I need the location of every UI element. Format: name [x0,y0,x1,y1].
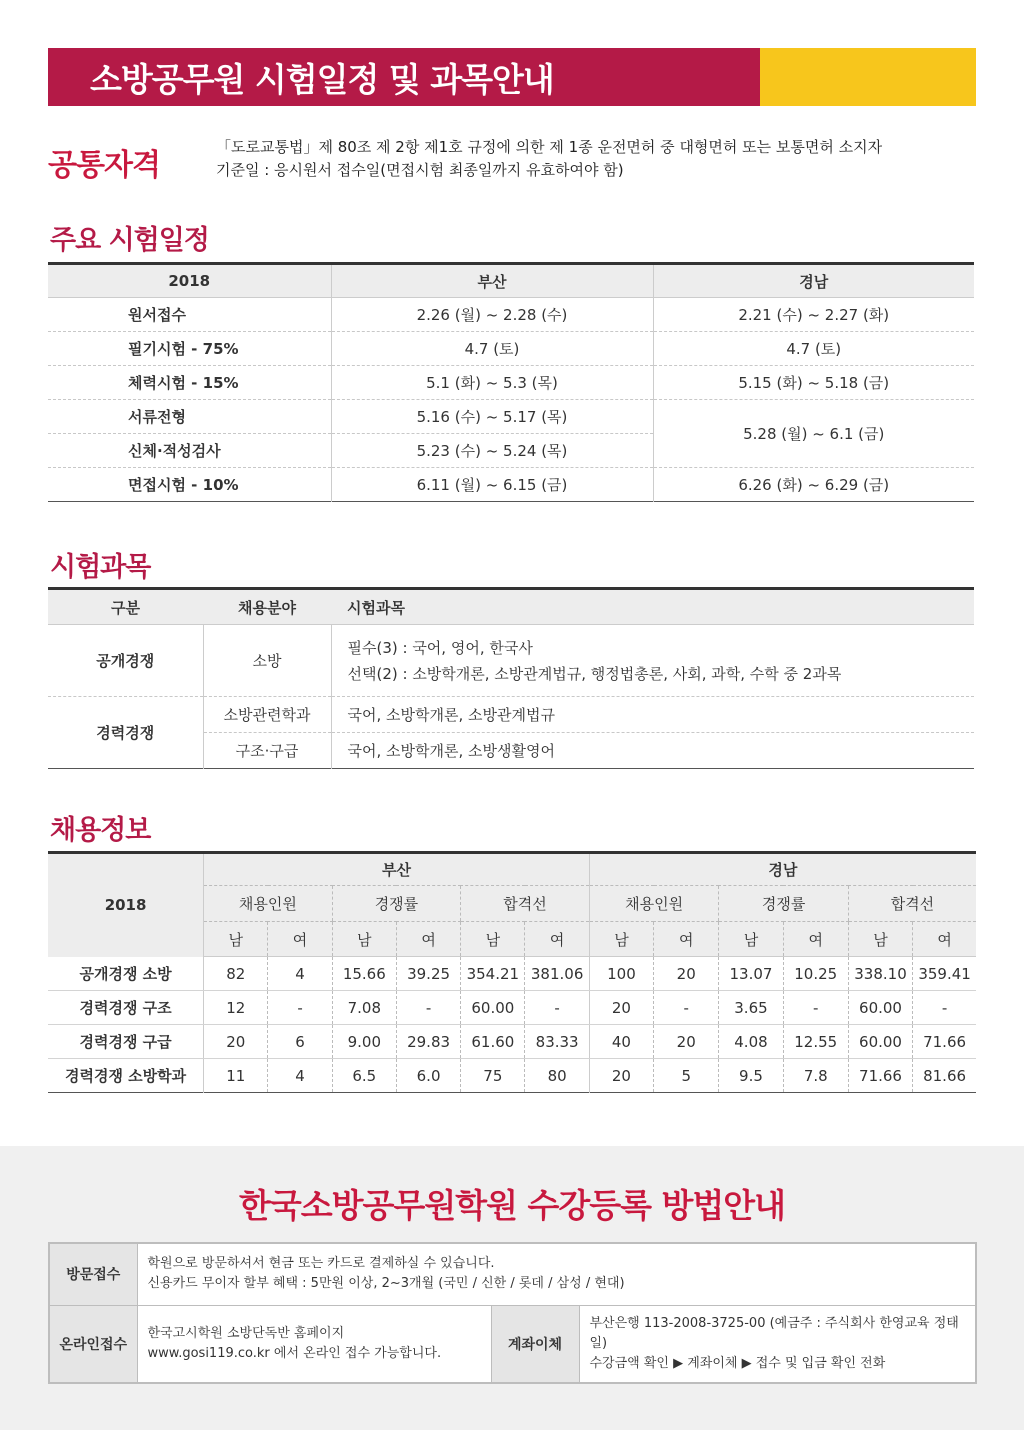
schedule-gyeongnam-date: 2.21 (수) ~ 2.27 (화) [653,298,974,332]
recruit-cell: 60.00 [461,991,525,1025]
recruit-row-label: 경력경쟁 소방학과 [64,1067,187,1085]
schedule-table [48,262,974,502]
recruit-header-hires: 채용인원 [589,886,719,922]
recruit-row-label: 경력경쟁 구조 [48,991,204,1025]
schedule-row-label: 신체·적성검사 [48,434,331,468]
recruit-row [48,957,976,991]
schedule-row-label: 필기시험 - 75% [48,332,331,366]
recruit-header-male: 남 [461,922,525,957]
schedule-busan-date: 5.16 (수) ~ 5.17 (목) [331,400,653,434]
recruit-cell: 60.00 [848,991,912,1025]
recruit-header-female: 여 [783,922,848,957]
qualification-title: 공통자격 [48,148,160,183]
recruit-cell: - [913,991,976,1025]
recruit-header-region-row [48,853,976,886]
registration-table [48,1242,977,1384]
schedule-row-label: 체력시험 - 15% [48,366,331,400]
recruit-cell: 6.0 [396,1059,460,1093]
recruit-cell: 4 [268,1059,332,1093]
recruit-cell: 3.65 [719,991,783,1025]
recruit-title: 채용정보 [50,815,151,846]
qualification-section [48,136,976,186]
recruit-header-busan: 부산 [204,853,590,886]
schedule-row-label: 면접시험 - 10% [128,476,239,494]
registration-section [0,1146,1024,1430]
recruit-header-male: 남 [589,922,653,957]
registration-visit-text [137,1243,976,1305]
page-title: 소방공무원 시험일정 및 과목안내 [90,59,554,99]
recruit-cell: 20 [589,991,653,1025]
recruit-cell: 4.08 [719,1025,783,1059]
recruit-cell: - [654,991,719,1025]
subjects-category: 공개경쟁 [48,625,203,697]
subjects-list: 국어, 소방학개론, 소방관계법규 [331,697,974,733]
subjects-list: 국어, 소방학개론, 소방생활영어 [331,733,974,769]
schedule-header-year: 2018 [48,264,331,298]
recruit-header-hires: 채용인원 [204,886,333,922]
subjects-field: 구조·구급 [203,733,331,769]
subjects-field: 소방관련학과 [203,697,331,733]
recruit-header-male: 남 [332,922,396,957]
recruit-row-label: 경력경쟁 구급 [48,1025,204,1059]
registration-visit-line-1: 학원으로 방문하셔서 현금 또는 카드로 결제하실 수 있습니다. [147,1256,495,1272]
recruit-cell: 13.07 [719,957,783,991]
recruit-cell: 381.06 [525,957,589,991]
registration-transfer-line-2: 수강금액 확인 ▶ 계좌이체 ▶ 접수 및 입금 확인 전화 [589,1355,886,1371]
recruit-cell: - [783,991,848,1025]
recruit-header-cutoff: 합격선 [461,886,590,922]
registration-transfer-label: 계좌이체 [491,1305,579,1383]
recruit-cell: 338.10 [848,957,912,991]
recruit-cell: 15.66 [332,957,396,991]
schedule-busan-date: 4.7 (토) [331,332,653,366]
schedule-row [48,298,974,332]
recruit-cell: 29.83 [396,1025,460,1059]
recruit-cell: 60.00 [848,1025,912,1059]
recruit-cell: 359.41 [913,957,976,991]
recruit-cell: - [268,991,332,1025]
schedule-row-label: 원서접수 [48,298,331,332]
recruit-cell: 7.8 [783,1059,848,1093]
recruit-header-male: 남 [848,922,912,957]
recruit-cell: 12.55 [783,1025,848,1059]
recruit-cell: 40 [589,1025,653,1059]
schedule-header-busan: 부산 [331,264,653,298]
banner-title-block [48,48,760,106]
recruit-header-female: 여 [654,922,719,957]
schedule-gyeongnam-date: 5.28 (월) ~ 6.1 (금) [653,400,974,468]
banner-accent [760,48,976,106]
recruit-header-ratio: 경쟁률 [719,886,849,922]
schedule-busan-date: 6.11 (월) ~ 6.15 (금) [331,468,653,502]
registration-visit-label: 방문접수 [49,1243,137,1305]
qualification-text [216,136,882,182]
recruit-header-male: 남 [719,922,783,957]
recruit-cell: 83.33 [525,1025,589,1059]
recruit-cell: 81.66 [913,1059,976,1093]
schedule-row-label: 서류전형 [48,400,331,434]
recruit-cell: - [396,991,460,1025]
recruit-cell: 75 [461,1059,525,1093]
registration-online-label: 온라인접수 [49,1305,137,1383]
schedule-busan-date: 2.26 (월) ~ 2.28 (수) [331,298,653,332]
recruit-cell: 11 [204,1059,268,1093]
recruit-row [48,991,976,1025]
schedule-busan-date: 5.1 (화) ~ 5.3 (목) [331,366,653,400]
schedule-row [48,366,974,400]
recruit-row-label: 공개경쟁 소방 [48,957,204,991]
recruit-cell: 7.08 [332,991,396,1025]
recruit-cell: 6 [268,1025,332,1059]
schedule-busan-date: 5.23 (수) ~ 5.24 (목) [331,434,653,468]
recruit-cell: 20 [204,1025,268,1059]
qualification-line-2: 기준일 : 응시원서 접수일(면접시험 최종일까지 유효하여야 함) [216,161,624,179]
recruit-row [48,1025,976,1059]
recruit-header-year: 2018 [48,853,204,957]
registration-visit-line-2: 신용카드 무이자 할부 혜택 : 5만원 이상, 2~3개월 (국민 / 신한 / 롯데 / 삼성 / 현대) [147,1276,625,1292]
header-banner [48,48,976,106]
subjects-header-category: 구분 [48,589,203,625]
recruit-cell: 20 [589,1059,653,1093]
recruit-cell: 100 [589,957,653,991]
subjects-optional: 선택(2) : 소방학개론, 소방관계법규, 행정법총론, 사회, 과학, 수학 중 2과목 [347,664,842,683]
recruit-cell: 80 [525,1059,589,1093]
recruit-cell: 61.60 [461,1025,525,1059]
schedule-gyeongnam-date: 6.26 (화) ~ 6.29 (금) [653,468,974,502]
subjects-title: 시험과목 [50,552,151,583]
registration-transfer-line-1: 부산은행 113-2008-3725-00 (예금주 : 주식회사 한영교육 정태일) [589,1315,959,1351]
recruit-header-cutoff: 합격선 [848,886,976,922]
recruit-header-female: 여 [913,922,976,957]
recruit-header-female: 여 [396,922,460,957]
registration-online-url[interactable]: www.gosi119.co.kr 에서 온라인 접수 가능합니다. [147,1345,442,1361]
recruit-cell: 354.21 [461,957,525,991]
registration-row-visit [49,1243,976,1305]
subjects-row [48,697,974,733]
subjects-field: 소방 [203,625,331,697]
subjects-row [48,625,974,697]
recruit-header-female: 여 [268,922,332,957]
recruit-row [48,1059,976,1093]
recruit-cell: 71.66 [848,1059,912,1093]
recruit-cell: 6.5 [332,1059,396,1093]
schedule-row [48,332,974,366]
recruit-cell: 10.25 [783,957,848,991]
qualification-line-1: 「도로교통법」제 80조 제 2항 제1호 규정에 의한 제 1종 운전면허 중 대형면허 또는 보통면허 소지자 [216,138,883,156]
recruit-table [48,851,976,1093]
recruit-header-female: 여 [525,922,589,957]
subjects-header-field: 채용분야 [203,589,331,625]
recruit-cell: 20 [654,957,719,991]
recruit-cell: 4 [268,957,332,991]
recruit-cell: 5 [654,1059,719,1093]
subjects-required: 필수(3) : 국어, 영어, 한국사 [347,638,533,657]
schedule-row [48,400,974,434]
registration-online-text [137,1305,491,1383]
recruit-cell: 12 [204,991,268,1025]
registration-title: 한국소방공무원학원 수강등록 방법안내 [239,1186,785,1225]
schedule-header-gyeongnam: 경남 [653,264,974,298]
recruit-header-male: 남 [204,922,268,957]
recruit-cell: 71.66 [913,1025,976,1059]
recruit-cell: - [525,991,589,1025]
recruit-cell: 9.00 [332,1025,396,1059]
subjects-category: 경력경쟁 [48,697,203,769]
schedule-gyeongnam-date: 4.7 (토) [653,332,974,366]
subjects-table [48,587,974,769]
recruit-cell: 39.25 [396,957,460,991]
recruit-header-ratio: 경쟁률 [332,886,461,922]
schedule-header-row [48,264,974,298]
subjects-header-subjects: 시험과목 [331,589,974,625]
registration-transfer-text [579,1305,976,1383]
recruit-cell: 20 [654,1025,719,1059]
recruit-header-gyeongnam: 경남 [589,853,976,886]
recruit-cell: 9.5 [719,1059,783,1093]
schedule-row [48,468,974,502]
subjects-header-row [48,589,974,625]
subjects-list [331,625,974,697]
registration-row-online [49,1305,976,1383]
recruit-cell: 82 [204,957,268,991]
schedule-title: 주요 시험일정 [50,225,209,256]
schedule-gyeongnam-date: 5.15 (화) ~ 5.18 (금) [653,366,974,400]
registration-online-line-1: 한국고시학원 소방단독반 홈페이지 [147,1325,345,1341]
